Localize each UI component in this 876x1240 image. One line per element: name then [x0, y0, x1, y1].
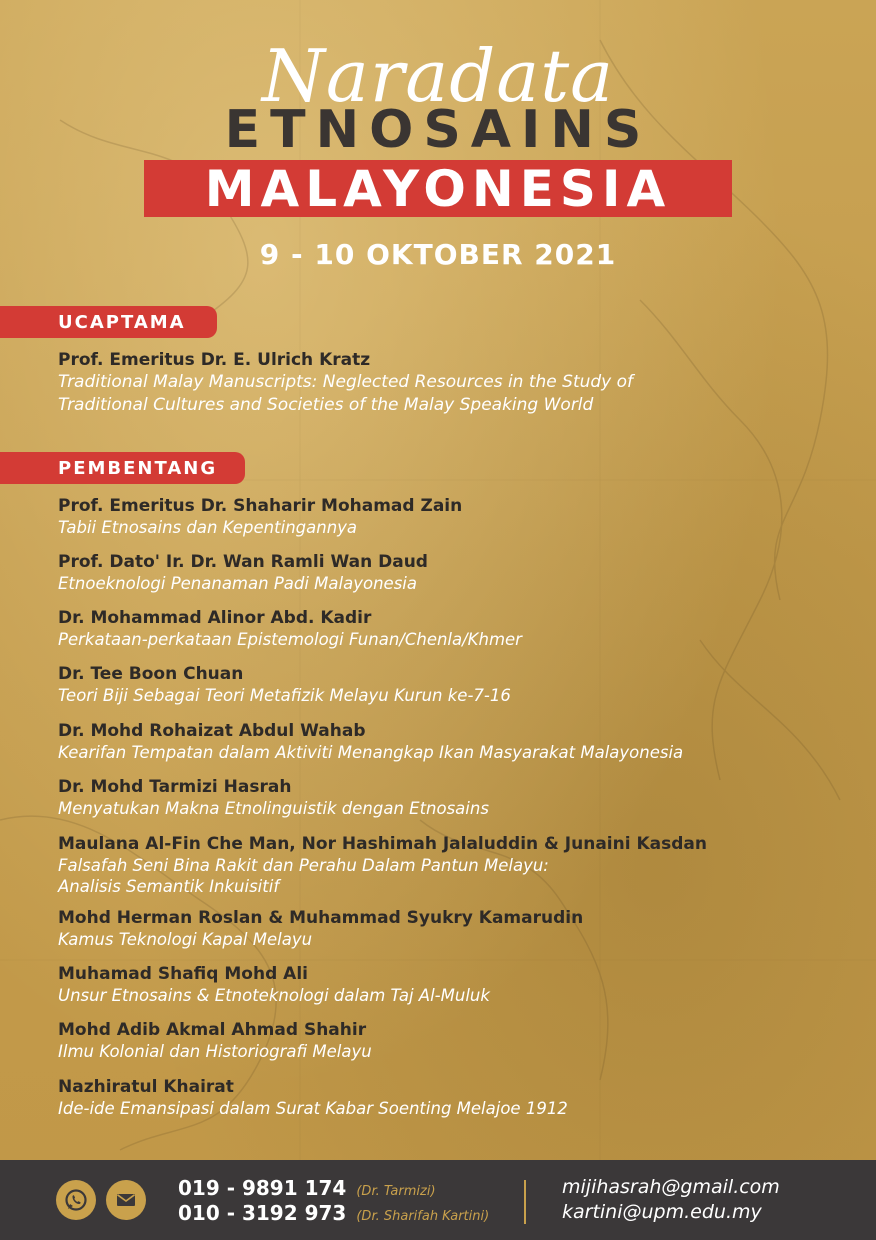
footer-divider [524, 1180, 526, 1224]
section-tag-ucaptama [0, 306, 217, 338]
title-etnosains: ETNOSAINS [224, 100, 652, 160]
speaker-entry [58, 1020, 838, 1062]
script-title: Naradata [261, 34, 615, 118]
speaker-topic: Kamus Teknologi Kapal Melayu [58, 930, 313, 949]
speaker-name: Prof. Dato' Ir. Dr. Wan Ramli Wan Daud [58, 552, 428, 572]
contact-footer [0, 1160, 876, 1240]
speaker-topic: Falsafah Seni Bina Rakit dan Perahu Dalam Pantun Melayu: [58, 856, 549, 875]
phone-contact-name: (Dr. Sharifah Kartini) [356, 1209, 490, 1224]
speaker-name: Nazhiratul Khairat [58, 1077, 234, 1097]
title-malayonesia: MALAYONESIA [204, 159, 672, 218]
speaker-entry [58, 664, 838, 706]
phone-list [178, 1176, 489, 1226]
email-list [562, 1176, 780, 1226]
speaker-entry [58, 1077, 838, 1119]
phone-row [178, 1201, 489, 1226]
speaker-entry [58, 496, 838, 538]
speaker-entry [58, 908, 838, 950]
speaker-name: Mohd Herman Roslan & Muhammad Syukry Kamarudin [58, 908, 584, 928]
speaker-topic: Tabii Etnosains dan Kepentingannya [58, 518, 358, 537]
speaker-entry [58, 834, 838, 897]
keynote-topic-line1: Traditional Malay Manuscripts: Neglected Resources in the Study of [58, 372, 634, 392]
speaker-name: Muhamad Shafiq Mohd Ali [58, 964, 308, 984]
section-label-ucaptama: UCAPTAMA [58, 311, 186, 333]
speaker-topic: Perkataan-perkataan Epistemologi Funan/Chenla/Khmer [58, 630, 522, 649]
speaker-entry [58, 721, 838, 763]
speaker-name: Dr. Tee Boon Chuan [58, 664, 244, 684]
speaker-name: Prof. Emeritus Dr. Shaharir Mohamad Zain [58, 496, 463, 516]
title-malayonesia-band [144, 160, 732, 217]
event-date: 9 - 10 OKTOBER 2021 [259, 238, 617, 271]
mail-icon[interactable] [106, 1180, 146, 1220]
email-address[interactable]: kartini@upm.edu.my [562, 1201, 762, 1223]
speaker-topic: Menyatukan Makna Etnolinguistik dengan Etnosains [58, 799, 489, 818]
speaker-name: Mohd Adib Akmal Ahmad Shahir [58, 1020, 367, 1040]
phone-contact-name: (Dr. Tarmizi) [356, 1184, 436, 1199]
speaker-topic: Etnoeknologi Penanaman Padi Malayonesia [58, 574, 417, 593]
speaker-topic: Kearifan Tempatan dalam Aktiviti Menangkap Ikan Masyarakat Malayonesia [58, 743, 684, 762]
phone-row [178, 1176, 489, 1201]
speaker-topic: Unsur Etnosains & Etnoteknologi dalam Taj Al-Muluk [58, 986, 490, 1005]
speaker-name: Dr. Mohammad Alinor Abd. Kadir [58, 608, 372, 628]
speaker-name: Maulana Al-Fin Che Man, Nor Hashimah Jalaluddin & Junaini Kasdan [58, 834, 707, 854]
speaker-topic-line2: Analisis Semantik Inkuisitif [58, 877, 280, 896]
speaker-entry [58, 777, 838, 819]
section-label-pembentang: PEMBENTANG [58, 457, 218, 479]
speaker-topic: Ilmu Kolonial dan Historiografi Melayu [58, 1042, 372, 1061]
keynote-entry [58, 350, 838, 417]
speaker-entry [58, 964, 838, 1006]
speaker-topic: Teori Biji Sebagai Teori Metafizik Melayu Kurun ke-7-16 [58, 686, 511, 705]
whatsapp-icon[interactable] [56, 1180, 96, 1220]
speaker-entry [58, 552, 838, 594]
section-tag-pembentang [0, 452, 245, 484]
phone-number[interactable]: 019 - 9891 174 [178, 1176, 347, 1200]
keynote-topic-line2: Traditional Cultures and Societies of the Malay Speaking World [58, 395, 594, 415]
speaker-entry [58, 608, 838, 650]
phone-number[interactable]: 010 - 3192 973 [178, 1201, 347, 1225]
email-address[interactable]: mijihasrah@gmail.com [562, 1176, 780, 1198]
speaker-topic: Ide-ide Emansipasi dalam Surat Kabar Soenting Melajoe 1912 [58, 1099, 568, 1118]
keynote-speaker-name: Prof. Emeritus Dr. E. Ulrich Kratz [58, 350, 371, 370]
speaker-name: Dr. Mohd Tarmizi Hasrah [58, 777, 292, 797]
speaker-name: Dr. Mohd Rohaizat Abdul Wahab [58, 721, 366, 741]
